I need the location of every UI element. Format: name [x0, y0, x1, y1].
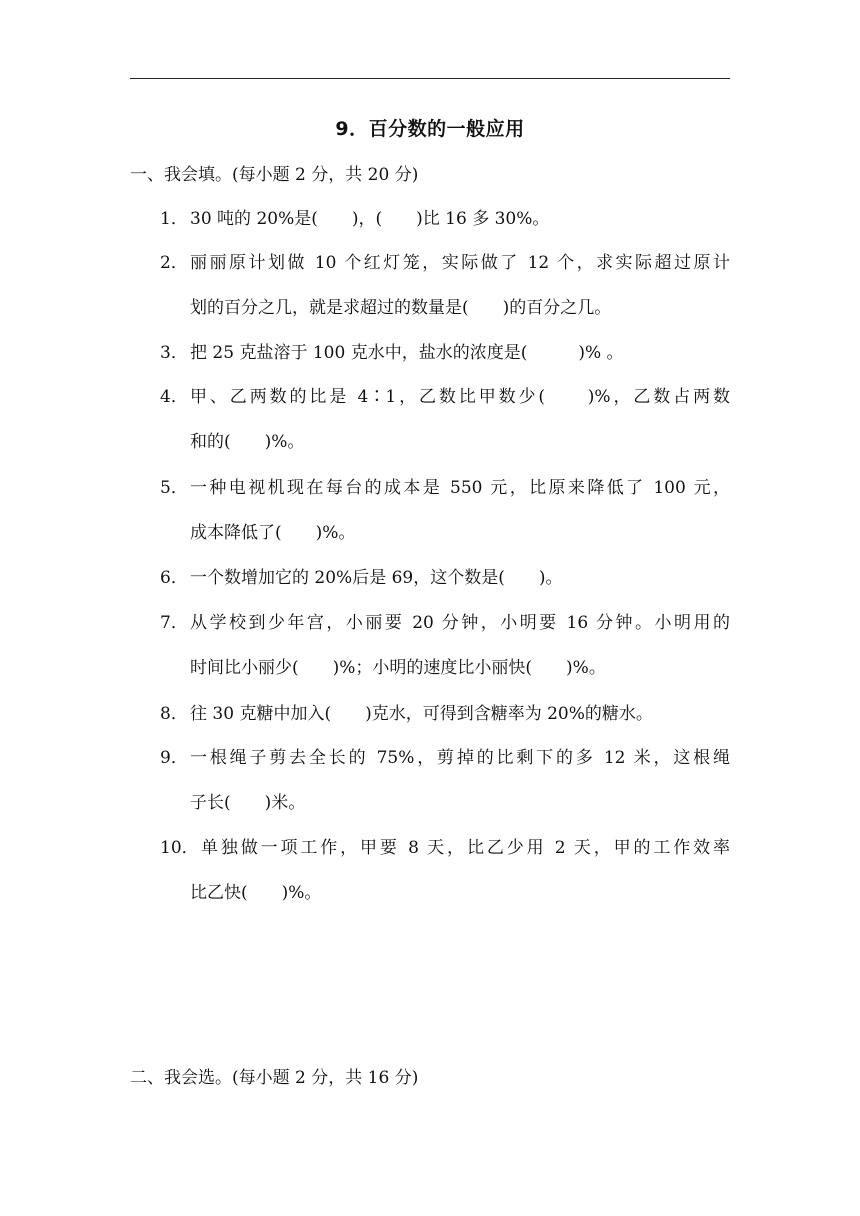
question-number: 2．	[160, 253, 188, 273]
question-text-continued: 时间比小丽少( )%；小明的速度比小丽快( )%。	[190, 658, 606, 678]
question-text-continued: 比乙快( )%。	[190, 883, 322, 903]
top-rule	[130, 78, 730, 79]
question-text-continued: 成本降低了( )%。	[190, 523, 356, 543]
question-text: 甲、乙两数的比是 4∶1，乙数比甲数少( )%，乙数占两数	[190, 387, 730, 407]
section-heading-choose: 二、我会选。(每小题 2 分，共 16 分)	[130, 1068, 419, 1088]
question-text-continued: 和的( )%。	[190, 432, 305, 452]
question-number: 3．	[160, 343, 188, 363]
question-text: 往 30 克糖中加入( )克水，可得到含糖率为 20%的糖水。	[190, 704, 653, 724]
question-text: 单独做一项工作，甲要 8 天，比乙少用 2 天，甲的工作效率	[201, 838, 730, 858]
question-number: 1．	[160, 209, 188, 229]
question-number: 8．	[160, 704, 188, 724]
question-text: 从学校到少年宫，小丽要 20 分钟，小明要 16 分钟。小明用的	[190, 613, 730, 633]
question-text: 一个数增加它的 20%后是 69，这个数是( )。	[190, 568, 563, 588]
section-heading-fill: 一、我会填。(每小题 2 分，共 20 分)	[130, 165, 419, 185]
question-number: 4．	[160, 387, 188, 407]
question-number: 9．	[160, 748, 188, 768]
question-number: 6．	[160, 568, 188, 588]
question-text: 30 吨的 20%是( )，( )比 16 多 30%。	[190, 209, 550, 229]
question-text-continued: 划的百分之几，就是求超过的数量是( )的百分之几。	[190, 298, 612, 318]
question-text: 一根绳子剪去全长的 75%，剪掉的比剩下的多 12 米，这根绳	[190, 748, 730, 768]
question-text: 一种电视机现在每台的成本是 550 元，比原来降低了 100 元，	[190, 478, 730, 498]
question-number: 10．	[160, 838, 199, 858]
question-number: 7．	[160, 613, 188, 633]
question-text: 把 25 克盐溶于 100 克水中，盐水的浓度是( )% 。	[190, 343, 624, 363]
question-number: 5．	[160, 478, 188, 498]
question-text: 丽丽原计划做 10 个红灯笼，实际做了 12 个，求实际超过原计	[190, 253, 730, 273]
page-title: 9．百分数的一般应用	[335, 118, 525, 140]
question-text-continued: 子长( )米。	[190, 793, 306, 813]
